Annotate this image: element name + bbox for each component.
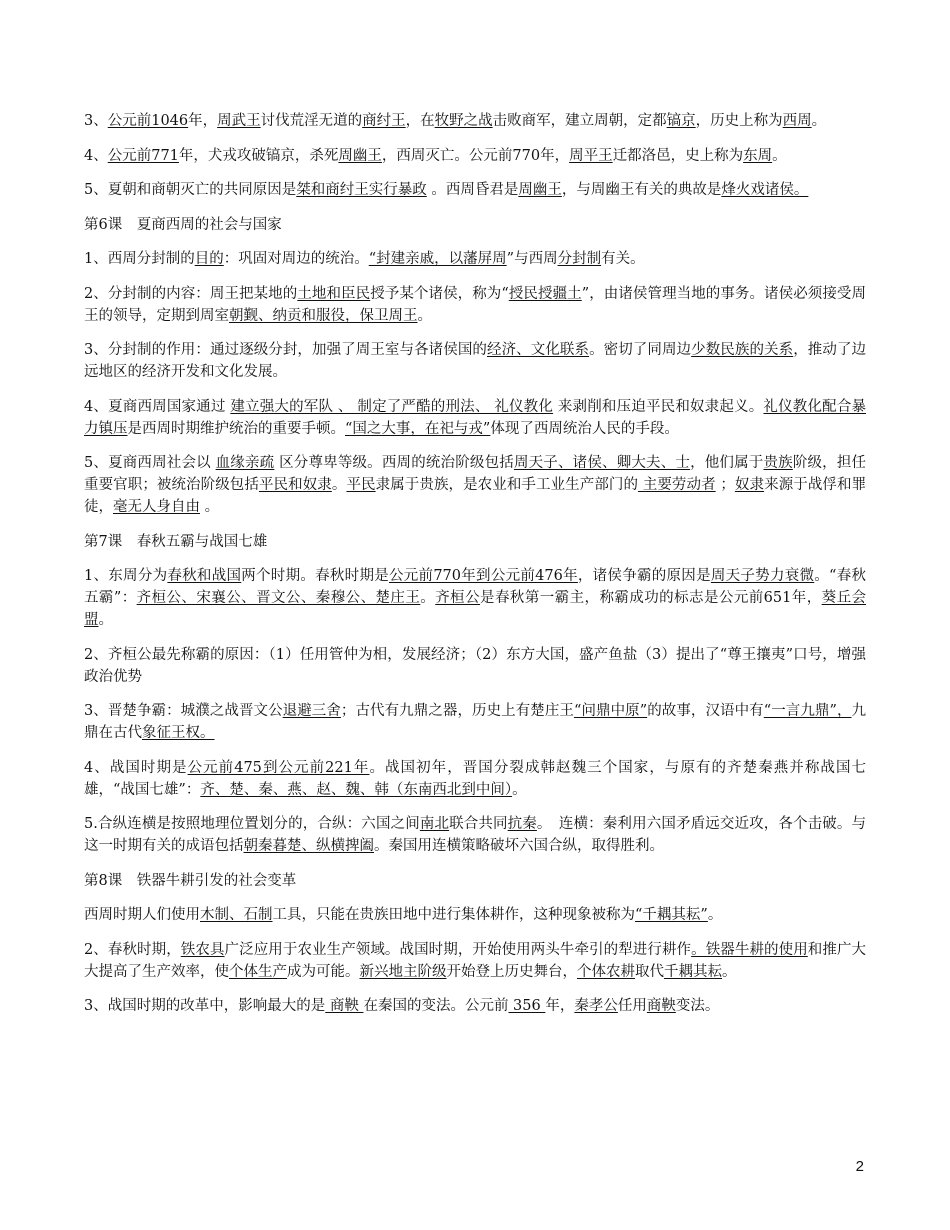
text-run: ，他们属于 [690,455,764,471]
text-run: 九鼎在古代 [84,703,867,741]
text-run: 联合共同 [449,816,508,832]
text-run: 。 [512,781,527,798]
underlined-text: 秦孝公 [574,998,618,1014]
underlined-text: 授民授疆土 [508,285,582,302]
underlined-text: 目的 [194,251,224,267]
text-run: 是西周时期维护统治的重要手顿。 [127,420,345,437]
underlined-text: 南北 [419,816,450,832]
text-run: 。 [98,612,113,628]
text-run: ，诸侯争霸的原因是 [577,568,711,584]
underlined-text: 公元前475到公元前221年 [187,759,370,776]
underlined-text: 公元前771 [107,147,179,164]
underlined-text: “封建亲戚，以藩屏周 [368,251,507,267]
underlined-text: 周天子势力衰微 [710,568,815,584]
underlined-text: 东周 [743,147,773,164]
text-run: 2、齐桓公最先称霸的原因：（1）任用管仲为相，发展经济；（2）东方大国，盛产鱼盐（3）提出了“尊王攘夷”口号，增强政治优势 [84,646,866,685]
text-run: 5.合纵连横是按照地理位置划分的，合纵：六国之间 [84,816,420,832]
underlined-text: 土地和臣民 [297,285,371,302]
text-run: 隶属于贵族，是农业和手工业生产部门的 [375,477,639,493]
text-run: 。 [811,113,827,129]
underlined-text: 齐桓公 [435,590,481,606]
paragraph [84,939,866,983]
text-run: 区分尊卑等级。西周的统治阶级包括 [274,455,514,471]
underlined-text: 建立强大的军队 、 制定了严酷的刑法、 礼仪教化 [230,398,554,415]
text-run: 。 [772,147,787,164]
text-run: 。西周昏君是 [426,182,519,198]
text-run: 第7课 春秋五霸与战国七雄 [84,533,268,550]
underlined-text: 抗秦 [507,816,537,832]
underlined-text: 主要劳动者 [638,477,716,493]
underlined-text: 象征王权。 [142,725,215,741]
text-run: 第8课 铁器牛耕引发的社会变革 [84,872,297,889]
underlined-text: 春秋和战国 [167,568,242,584]
text-run: 任用 [617,998,647,1014]
paragraph [84,813,866,857]
underlined-text: 新兴地主阶级 [359,963,447,980]
text-run: ，推动了边远地区的经济开发和文化发展。 [84,342,867,380]
text-run: 。战国初年，晋国分裂成韩赵魏三个国家，与原有的齐楚秦燕并称战国七雄，“战国七雄”： [84,759,866,798]
underlined-text: 平民和奴隶 [258,477,332,493]
underlined-text: 千耦其耘 [664,963,722,980]
text-run: 迁都洛邑，史上称为 [612,147,744,164]
underlined-text: 西周 [782,113,812,129]
underlined-text: “一言九鼎”， [763,703,852,719]
text-run: 3、晋楚争霸：城濮之战晋文公 [84,703,283,719]
text-run: 两个时期。春秋时期是 [241,568,389,584]
text-run: 。密切了同周边 [589,342,692,358]
text-run: 体现了西周统治人民的手段。 [490,420,679,437]
underlined-text: 葵丘会盟 [84,590,867,628]
underlined-text: “千耦其耘” [635,907,708,923]
paragraph [84,644,866,688]
paragraph [84,995,866,1017]
lesson-heading [84,531,866,553]
text-run: 授予某个诸侯，称为“ [370,285,509,302]
text-run: 4、战国时期是 [84,759,188,776]
underlined-text: 血缘亲疏 [215,455,275,471]
paragraph [84,757,866,801]
text-run: 变法。 [675,998,720,1014]
document-page [84,110,866,1030]
text-run: 第6课 夏商西周的社会与国家 [84,216,282,233]
paragraph [84,145,866,167]
lesson-heading [84,214,866,236]
text-run: 成为可能。 [287,963,360,980]
text-run: 。“春秋五霸”： [84,568,867,606]
underlined-text: 齐桓公、宋襄公、晋文公、秦穆公、楚庄王 [136,590,421,606]
text-run: 年， [545,998,575,1014]
text-run: 的故事，汉语中有 [647,703,764,719]
text-run: 1、东周分为 [84,568,168,584]
underlined-text: “国之大事，在祀与戎” [345,420,491,437]
text-run: 4、夏商西周国家通过 [84,398,231,415]
underlined-text: 商纣王 [362,113,406,129]
text-run: ：巩固对周边的统治。 [223,251,369,267]
underlined-text: 356 [508,998,546,1014]
text-run: 4、 [84,147,108,164]
text-run: 1、西周分封制的 [84,251,195,267]
text-run: 。 [417,307,432,324]
text-run: 有关。 [601,251,645,267]
text-run: ； [715,477,735,493]
paragraph [84,904,866,926]
text-run: 。 [420,590,436,606]
underlined-text: 平民 [346,477,376,493]
underlined-text: 毫无人身自由 [113,499,200,515]
text-run: 来源于战俘和罪徒， [84,477,867,515]
underlined-text: 周幽王 [518,182,562,198]
text-run: 3、分封制的作用：通过逐级分封，加强了周王室与各诸侯国的 [84,342,487,358]
underlined-text: 退避三舍 [282,703,341,719]
paragraph [84,452,866,518]
text-run: 是春秋第一霸主，称霸成功的标志是公元前651年， [480,590,822,606]
underlined-text: 个体生产 [229,963,287,980]
underlined-text: 周天子、诸侯、卿大夫、士 [513,455,691,471]
paragraph [84,179,866,201]
underlined-text: 公元前770年到公元前476年 [389,568,578,584]
underlined-text: 铁农具 [180,941,225,958]
underlined-text: 木制、石制 [200,907,273,923]
text-run: 西周时期人们使用 [84,907,200,923]
text-run: 2、春秋时期， [84,941,181,958]
text-run: 。秦国用连横策略破坏六国合纵，取得胜利。 [374,838,664,854]
text-run: ；古代有九鼎之器，历史上有楚庄王 [340,703,574,719]
paragraph [84,396,866,440]
text-run: 年，犬戎攻破镐京，杀死 [178,147,339,164]
text-run: 。 [722,963,737,980]
text-run: 。 [331,477,347,493]
text-run: 开始登上历史舞台， [446,963,577,980]
paragraph [84,110,866,132]
underlined-text: 少数民族的关系 [691,342,794,358]
text-run: 击败商军，建立周朝，定都 [492,113,667,129]
text-run: 5、夏朝和商朝灭亡的共同原因是 [84,182,297,198]
text-run: 来剥削和压迫平民和奴隶起义。 [553,398,764,415]
underlined-text: 分封制 [557,251,602,267]
underlined-text: 个体农耕 [577,963,635,980]
text-run: 工具，只能在贵族田地中进行集体耕作，这种现象被称为 [272,907,635,923]
text-run: 。 连横：秦利用六国矛盾远交近攻，各个击破。与这一时期有关的成语包括 [84,816,867,854]
underlined-text: 礼仪教化配合暴力镇压 [84,398,867,437]
underlined-text: 公元前1046 [107,113,189,129]
underlined-text: 朝觐、纳贡和服役，保卫周王 [229,307,418,324]
text-run: 。 [200,499,220,515]
underlined-text: 贵族 [763,455,793,471]
text-run: ”，由诸侯管理当地的事务。诸侯必须接受周王的领导，定期到周室 [84,285,867,324]
paragraph [84,565,866,631]
page-number: 2 [855,1158,864,1175]
paragraph [84,283,866,327]
paragraph [84,339,866,383]
text-run: 取代 [635,963,664,980]
underlined-text: 桀和商纣王实行暴政 [296,182,427,198]
underlined-text: 。铁器牛耕的使用 [691,941,808,958]
text-run: ，历史上称为 [695,113,783,129]
text-run: 和推广大大提高了生产效率，使 [84,941,867,980]
underlined-text: 周幽王 [338,147,382,164]
text-run: ”与西周 [506,251,558,267]
underlined-text: 齐、楚、秦、燕、赵、魏、韩（东南西北到中间） [200,781,513,798]
text-run: 在秦国的变法。公元前 [363,998,509,1014]
lesson-heading [84,870,866,892]
underlined-text: 周平王 [569,147,613,164]
underlined-text: 经济、文化联系 [486,342,590,358]
text-run: 讨伐荒淫无道的 [260,113,363,129]
paragraph [84,700,866,744]
text-run: 年， [188,113,218,129]
underlined-text: 商鞅 [646,998,676,1014]
text-run: 。 [707,907,723,923]
paragraph [84,248,866,270]
underlined-text: 朝秦暮楚、纵横捭阖 [243,838,374,854]
text-run: 3、 [84,113,108,129]
text-run: 3、战国时期的改革中，影响最大的是 [84,998,326,1014]
underlined-text: 烽火戏诸侯。 [721,182,809,198]
underlined-text: 周武王 [217,113,261,129]
text-run: ，西周灭亡。公元前770年， [381,147,570,164]
text-run: ，在 [405,113,435,129]
text-run: 广泛应用于农业生产领域。战国时期，开始使用两头牛牵引的犁进行耕作 [224,941,692,958]
text-run: 5、夏商西周社会以 [84,455,216,471]
underlined-text: 牧野之战 [434,113,493,129]
text-run: ，与周幽王有关的典故是 [561,182,722,198]
underlined-text: 商鞅 [325,998,364,1014]
underlined-text: 镐京 [666,113,696,129]
text-run: 2、分封制的内容：周王把某地的 [84,285,298,302]
underlined-text: “问鼎中原” [573,703,648,719]
underlined-text: 奴隶 [734,477,765,493]
text-run: 阶级，担任重要官职；被统治阶级包括 [84,455,867,493]
